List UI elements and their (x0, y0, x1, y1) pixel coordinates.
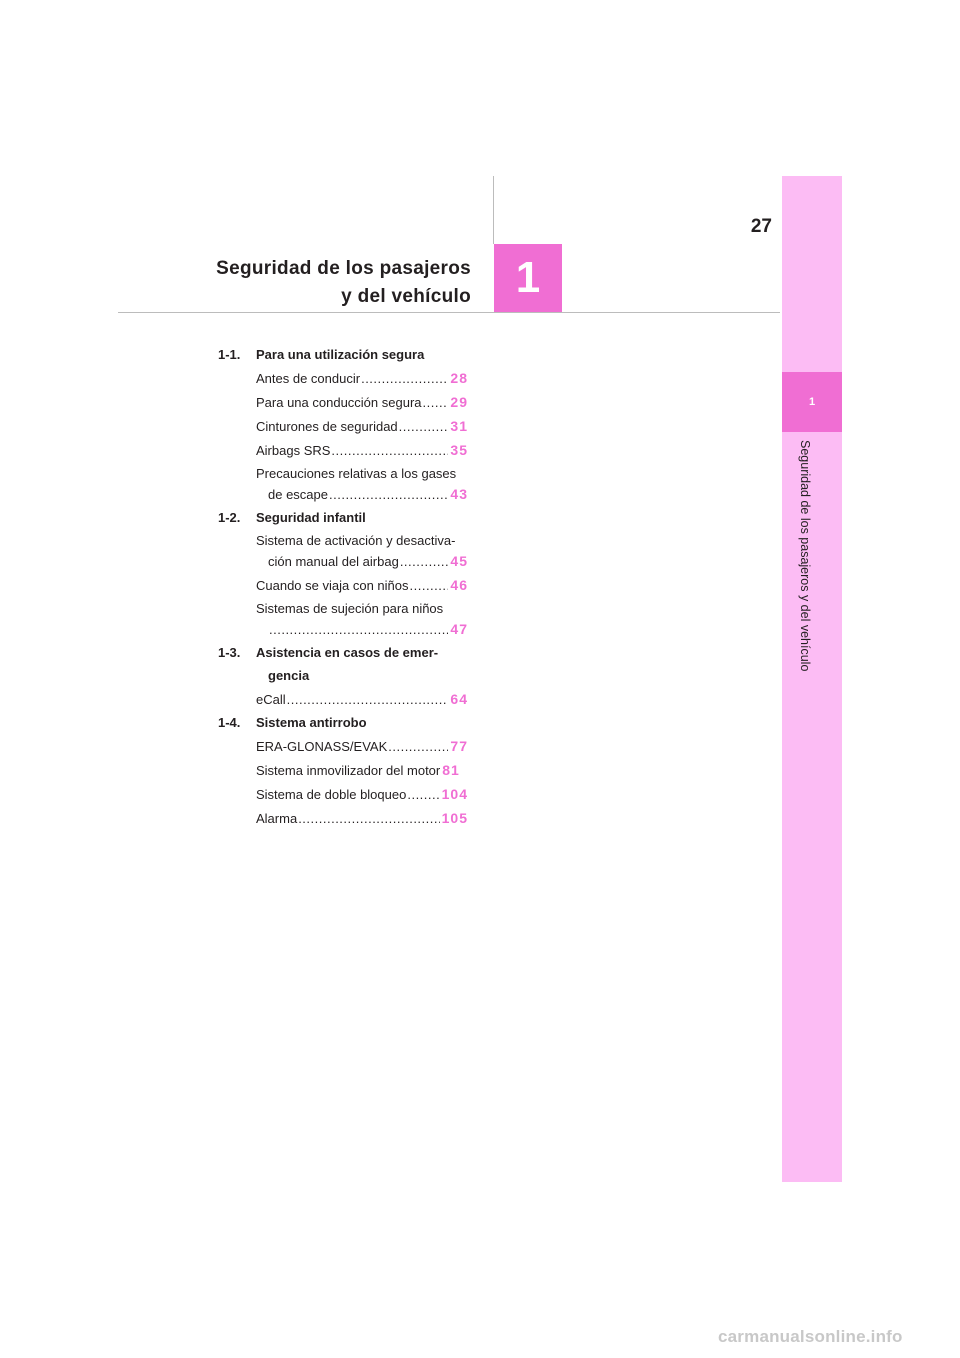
leader-dots (361, 369, 448, 389)
leader-dots (400, 552, 449, 572)
toc-page-number[interactable]: 45 (450, 553, 468, 569)
section-number: 1-1. (218, 347, 241, 362)
toc-section-heading[interactable] (218, 508, 468, 528)
toc-entry[interactable] (256, 368, 468, 389)
toc-entry-text: Alarma (256, 811, 298, 826)
toc-entry-line (256, 736, 468, 757)
toc-entry-line (256, 551, 468, 572)
leader-dots (331, 441, 448, 461)
toc-entry-line (256, 575, 468, 596)
chapter-title (216, 255, 471, 311)
leader-dots (410, 576, 449, 596)
toc-entry-line (256, 440, 468, 461)
toc-page-number[interactable]: 77 (450, 738, 468, 754)
toc-page-number[interactable]: 29 (450, 394, 468, 410)
toc-section-heading[interactable] (218, 345, 468, 365)
toc-page-number[interactable]: 28 (450, 370, 468, 386)
toc-entry[interactable] (256, 464, 468, 505)
toc-section-heading[interactable] (218, 666, 468, 686)
toc-page-number[interactable]: 35 (450, 442, 468, 458)
toc-entry-line (256, 484, 468, 505)
section-title: Asistencia en casos de emer- (256, 645, 439, 660)
toc-page-number[interactable]: 105 (441, 810, 468, 826)
leader-dots (287, 690, 449, 710)
leader-dots (407, 785, 439, 805)
toc-entry-line (256, 619, 468, 640)
section-number: 1-4. (218, 715, 241, 730)
toc-entry[interactable] (256, 808, 468, 829)
table-of-contents (218, 345, 468, 832)
leader-dots (298, 809, 439, 829)
chapter-title-line-2: y del vehículo (341, 286, 471, 307)
toc-entry[interactable] (256, 531, 468, 572)
toc-page-number[interactable]: 31 (450, 418, 468, 434)
toc-entry[interactable] (256, 689, 468, 710)
leader-dots (329, 485, 448, 505)
toc-entry[interactable] (256, 599, 468, 640)
section-number (218, 666, 256, 686)
section-title: gencia (268, 668, 310, 683)
side-tab-label: Seguridad de los pasajeros y del vehículo (798, 440, 812, 672)
toc-entry[interactable] (256, 416, 468, 437)
section-title: Seguridad infantil (256, 510, 366, 525)
toc-entry[interactable] (256, 760, 468, 781)
section-number: 1-2. (218, 510, 241, 525)
side-thumb-tab (782, 176, 842, 1182)
toc-entry-line (256, 784, 468, 805)
section-title: Para una utilización segura (256, 347, 425, 362)
toc-section-heading[interactable] (218, 643, 468, 663)
toc-entry-text: ción manual del airbag (268, 554, 399, 569)
toc-entry-text: de escape (268, 487, 328, 502)
toc-page-number[interactable]: 104 (441, 786, 468, 802)
toc-entry-text: Sistema de doble bloqueo (256, 787, 407, 802)
toc-entry-text: eCall (256, 692, 286, 707)
toc-entry-text: Cinturones de seguridad (256, 419, 398, 434)
toc-page-number[interactable]: 46 (450, 577, 468, 593)
toc-entry-text: Precauciones relativas a los gases (256, 466, 457, 481)
header-horizontal-rule (118, 312, 780, 313)
watermark-logo: carmanualsonline.info (718, 1327, 903, 1346)
leader-dots (399, 417, 449, 437)
toc-entry-line (256, 760, 468, 781)
toc-entry-line (256, 531, 468, 551)
toc-entry[interactable] (256, 392, 468, 413)
toc-entry-line (256, 464, 468, 484)
toc-entry[interactable] (256, 575, 468, 596)
toc-entry-text: Sistema de activación y desactiva- (256, 533, 456, 548)
toc-entry-text: Airbags SRS (256, 443, 331, 458)
toc-entry-text: Sistema inmovilizador del motor (256, 763, 441, 778)
section-number: 1-3. (218, 645, 241, 660)
toc-entry-text: Antes de conducir (256, 371, 361, 386)
toc-entry[interactable] (256, 736, 468, 757)
page-number: 27 (750, 216, 772, 237)
toc-entry-text: Para una conducción segura (256, 395, 422, 410)
toc-entry-line (256, 416, 468, 437)
toc-entry-line (256, 392, 468, 413)
toc-entry-line (256, 599, 468, 619)
header-vertical-rule (493, 176, 494, 244)
leader-dots (423, 393, 449, 413)
side-tab-chapter-marker (782, 372, 842, 432)
toc-page-number[interactable]: 47 (450, 621, 468, 637)
chapter-number-box (494, 244, 562, 312)
toc-page-number[interactable]: 43 (450, 486, 468, 502)
toc-entry-text: Cuando se viaja con niños (256, 578, 409, 593)
toc-entry-text: Sistemas de sujeción para niños (256, 601, 444, 616)
toc-entry-text: ERA-GLONASS/EVAK (256, 739, 388, 754)
chapter-number: 1 (515, 253, 541, 302)
toc-entry[interactable] (256, 440, 468, 461)
side-tab-number: 1 (808, 396, 816, 408)
section-title: Sistema antirrobo (256, 715, 367, 730)
toc-entry-line (256, 689, 468, 710)
leader-dots (388, 737, 448, 757)
toc-section-heading[interactable] (218, 713, 468, 733)
toc-entry-line (256, 368, 468, 389)
leader-dots (269, 620, 448, 640)
toc-entry-line (256, 808, 468, 829)
toc-page-number[interactable]: 81 (442, 762, 460, 778)
toc-page-number[interactable]: 64 (450, 691, 468, 707)
toc-entry[interactable] (256, 784, 468, 805)
chapter-title-line-1: Seguridad de los pasajeros (216, 258, 471, 279)
